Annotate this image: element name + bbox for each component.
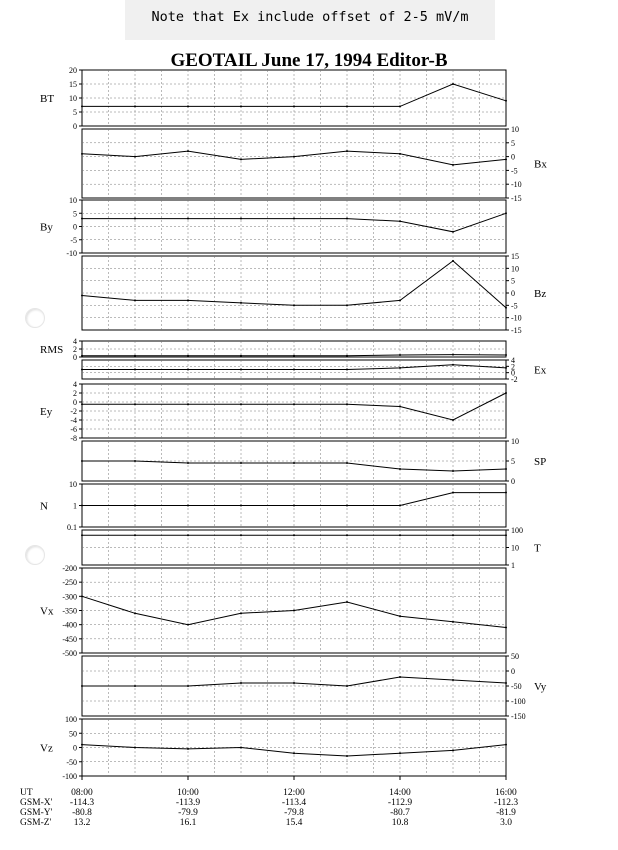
data-point <box>452 679 454 681</box>
data-point <box>452 231 454 233</box>
data-point <box>134 612 136 614</box>
panel-label: RMS <box>40 344 64 356</box>
y-tick-label: 0 <box>511 477 515 486</box>
y-tick-label: -15 <box>511 194 522 203</box>
panel-label: N <box>40 500 48 513</box>
data-point <box>505 307 507 309</box>
data-point <box>399 468 401 470</box>
x-row-label: GSM-Z' <box>20 818 52 828</box>
y-tick-label: 2 <box>73 345 77 354</box>
y-tick-label: 50 <box>511 652 519 661</box>
y-tick-label: 15 <box>511 252 519 261</box>
y-tick-label: -500 <box>62 649 77 658</box>
data-point <box>240 505 242 507</box>
panel-label: SP <box>534 456 547 468</box>
y-tick-label: 5 <box>73 209 77 219</box>
data-point <box>346 755 348 757</box>
data-point <box>81 595 83 597</box>
y-tick-label: -250 <box>62 578 77 588</box>
y-tick-label: -50 <box>511 682 522 691</box>
y-tick-label: 5 <box>73 108 77 117</box>
y-tick-label: 100 <box>511 526 523 535</box>
data-point <box>81 744 83 746</box>
data-point <box>399 505 401 507</box>
data-point <box>505 682 507 684</box>
y-tick-label: 5 <box>511 138 515 148</box>
x-row-value: -112.3 <box>493 798 519 808</box>
y-tick-label: -15 <box>511 326 522 335</box>
series-line <box>82 493 506 506</box>
data-point <box>293 505 295 507</box>
y-tick-label: 100 <box>65 715 77 724</box>
data-point <box>346 534 348 536</box>
data-point <box>505 212 507 214</box>
data-point <box>240 218 242 220</box>
y-tick-label: -5 <box>511 301 518 311</box>
y-tick-label: 5 <box>511 276 515 286</box>
y-tick-label: 10 <box>69 480 77 489</box>
data-point <box>81 355 83 357</box>
y-tick-label: -350 <box>62 606 77 616</box>
data-point <box>240 612 242 614</box>
data-point <box>240 158 242 160</box>
data-point <box>505 392 507 394</box>
y-tick-label: -150 <box>511 712 526 721</box>
y-tick-label: 4 <box>73 337 77 346</box>
data-point <box>187 534 189 536</box>
y-tick-label: 5 <box>511 457 515 466</box>
y-tick-label: 10 <box>511 437 519 446</box>
x-row-value: 14:00 <box>389 788 411 798</box>
data-point <box>505 468 507 470</box>
data-point <box>505 354 507 356</box>
panel-label: Vz <box>40 742 53 755</box>
panel-label: BT <box>40 93 55 105</box>
x-row-label: UT <box>20 788 33 798</box>
data-point <box>399 153 401 155</box>
data-point <box>452 354 454 356</box>
data-point <box>293 156 295 158</box>
y-tick-label: -5 <box>511 166 518 176</box>
data-point <box>134 460 136 462</box>
data-point <box>505 100 507 102</box>
data-point <box>399 752 401 754</box>
data-point <box>81 153 83 155</box>
data-point <box>134 105 136 107</box>
x-row-value: -80.8 <box>72 808 92 818</box>
data-point <box>134 685 136 687</box>
x-row-value: 08:00 <box>71 788 93 798</box>
data-point <box>505 534 507 536</box>
y-tick-label: 2 <box>73 389 77 398</box>
data-point <box>293 462 295 464</box>
data-point <box>505 492 507 494</box>
data-point <box>81 534 83 536</box>
y-tick-label: 0.1 <box>67 523 77 532</box>
data-point <box>293 304 295 306</box>
data-point <box>134 299 136 301</box>
offset-note: Note that Ex include offset of 2-5 mV/m <box>125 0 495 40</box>
data-point <box>293 105 295 107</box>
data-point <box>346 505 348 507</box>
x-row-label: GSM-Y' <box>20 808 53 818</box>
panel-label: Ey <box>40 406 53 418</box>
panel-label: T <box>534 542 541 555</box>
data-point <box>346 601 348 603</box>
y-tick-label: -100 <box>511 697 526 706</box>
x-row-value: -114.3 <box>69 798 95 808</box>
y-tick-label: 50 <box>69 729 77 739</box>
series-line <box>82 745 506 756</box>
y-tick-label: 10 <box>511 125 519 134</box>
data-point <box>452 621 454 623</box>
data-point <box>399 299 401 301</box>
data-point <box>346 369 348 371</box>
data-point <box>346 403 348 405</box>
x-row-value: -80.7 <box>390 808 410 818</box>
data-point <box>240 369 242 371</box>
data-point <box>399 406 401 408</box>
data-point <box>505 367 507 369</box>
x-row-label: GSM-X' <box>20 798 53 808</box>
binder-hole <box>25 308 45 328</box>
x-row-value: 3.0 <box>500 818 512 828</box>
data-point <box>81 369 83 371</box>
y-tick-label: -100 <box>62 772 77 781</box>
y-tick-label: 0 <box>511 289 515 298</box>
y-tick-label: 10 <box>511 543 519 553</box>
x-row-value: 12:00 <box>283 788 305 798</box>
y-tick-label: 4 <box>73 380 77 389</box>
data-point <box>187 624 189 626</box>
data-point <box>346 150 348 152</box>
y-tick-label: 10 <box>69 94 77 103</box>
data-point <box>505 158 507 160</box>
y-tick-label: -5 <box>70 235 77 245</box>
y-tick-label: -200 <box>62 564 77 573</box>
x-row-value: 15.4 <box>285 818 303 828</box>
data-point <box>81 403 83 405</box>
data-point <box>346 105 348 107</box>
data-point <box>399 367 401 369</box>
y-tick-label: 1 <box>73 501 77 511</box>
data-point <box>452 83 454 85</box>
y-tick-label: -8 <box>70 434 77 443</box>
data-point <box>293 355 295 357</box>
panel-label: By <box>40 221 53 234</box>
x-row-value: -79.9 <box>178 808 198 818</box>
panel-label: Vy <box>534 681 547 693</box>
chart-title: GEOTAIL June 17, 1994 Editor-B <box>170 50 448 71</box>
x-row-value: -79.8 <box>284 808 304 818</box>
data-point <box>187 505 189 507</box>
panel-label: Bx <box>534 158 547 171</box>
data-point <box>346 355 348 357</box>
y-tick-label: -2 <box>511 375 518 384</box>
y-tick-label: -10 <box>66 249 77 258</box>
y-tick-label: 10 <box>69 196 77 205</box>
data-point <box>187 748 189 750</box>
y-tick-label: -50 <box>66 757 77 767</box>
x-row-value: -113.9 <box>175 798 201 808</box>
data-point <box>240 534 242 536</box>
y-tick-label: 0 <box>511 368 515 378</box>
y-tick-label: 1 <box>511 561 515 570</box>
data-point <box>134 534 136 536</box>
data-point <box>134 505 136 507</box>
binder-hole <box>25 545 45 565</box>
panel-label: Bz <box>534 288 547 300</box>
y-tick-label: 0 <box>73 353 77 362</box>
y-tick-label: 0 <box>73 398 77 407</box>
y-tick-label: 4 <box>511 356 515 365</box>
data-point <box>240 105 242 107</box>
data-point <box>187 369 189 371</box>
data-point <box>505 627 507 629</box>
data-point <box>81 218 83 220</box>
data-point <box>452 470 454 472</box>
panel-label: Ex <box>534 364 547 377</box>
data-point <box>293 403 295 405</box>
data-point <box>240 302 242 304</box>
data-point <box>240 355 242 357</box>
x-row-value: -112.9 <box>387 798 413 808</box>
data-point <box>452 534 454 536</box>
data-point <box>399 220 401 222</box>
y-tick-label: 10 <box>511 264 519 274</box>
data-point <box>134 355 136 357</box>
data-point <box>452 419 454 421</box>
data-point <box>134 403 136 405</box>
data-point <box>293 534 295 536</box>
data-point <box>505 744 507 746</box>
y-tick-label: 0 <box>73 222 77 232</box>
data-point <box>134 218 136 220</box>
data-point <box>81 294 83 296</box>
data-point <box>293 682 295 684</box>
y-tick-label: -300 <box>62 592 77 602</box>
y-tick-label: -4 <box>70 416 77 425</box>
data-point <box>187 685 189 687</box>
panel-label: Vx <box>40 605 54 618</box>
y-tick-label: 0 <box>73 743 77 753</box>
data-point <box>187 105 189 107</box>
y-tick-label: -2 <box>70 407 77 416</box>
data-point <box>452 749 454 751</box>
y-tick-label: 0 <box>511 152 515 162</box>
data-point <box>134 156 136 158</box>
data-point <box>399 534 401 536</box>
x-row-value: 13.2 <box>73 818 91 828</box>
y-tick-label: 20 <box>69 66 77 75</box>
y-tick-label: -450 <box>62 634 77 644</box>
data-point <box>240 747 242 749</box>
data-point <box>399 676 401 678</box>
data-point <box>452 164 454 166</box>
data-point <box>346 304 348 306</box>
data-point <box>293 218 295 220</box>
x-row-value: 10:00 <box>177 788 199 798</box>
data-point <box>187 150 189 152</box>
data-point <box>346 462 348 464</box>
x-row-value: 16:00 <box>495 788 517 798</box>
data-point <box>452 364 454 366</box>
y-tick-label: -10 <box>511 313 522 323</box>
data-point <box>187 299 189 301</box>
x-row-value: 16.1 <box>179 818 197 828</box>
data-point <box>187 462 189 464</box>
data-point <box>399 354 401 356</box>
x-row-value: -81.9 <box>496 808 516 818</box>
data-point <box>187 355 189 357</box>
data-point <box>399 615 401 617</box>
data-point <box>81 460 83 462</box>
y-tick-label: -400 <box>62 620 77 630</box>
panel-frame <box>82 129 506 198</box>
data-point <box>134 369 136 371</box>
data-point <box>293 752 295 754</box>
data-point <box>134 747 136 749</box>
data-point <box>81 505 83 507</box>
data-point <box>346 685 348 687</box>
y-tick-label: -6 <box>70 425 77 434</box>
data-point <box>452 260 454 262</box>
y-tick-label: -10 <box>511 180 522 190</box>
y-tick-label: 0 <box>73 122 77 131</box>
y-tick-label: 0 <box>511 667 515 676</box>
x-row-value: 10.8 <box>391 818 409 828</box>
data-point <box>293 610 295 612</box>
data-point <box>240 403 242 405</box>
data-point <box>293 369 295 371</box>
y-tick-label: 2 <box>511 362 515 372</box>
y-tick-label: 15 <box>69 80 77 89</box>
data-point <box>81 685 83 687</box>
data-point <box>452 492 454 494</box>
x-row-value: -113.4 <box>281 798 307 808</box>
data-point <box>187 218 189 220</box>
data-point <box>240 682 242 684</box>
data-point <box>346 218 348 220</box>
data-point <box>240 462 242 464</box>
data-point <box>187 403 189 405</box>
data-point <box>81 105 83 107</box>
data-point <box>399 105 401 107</box>
